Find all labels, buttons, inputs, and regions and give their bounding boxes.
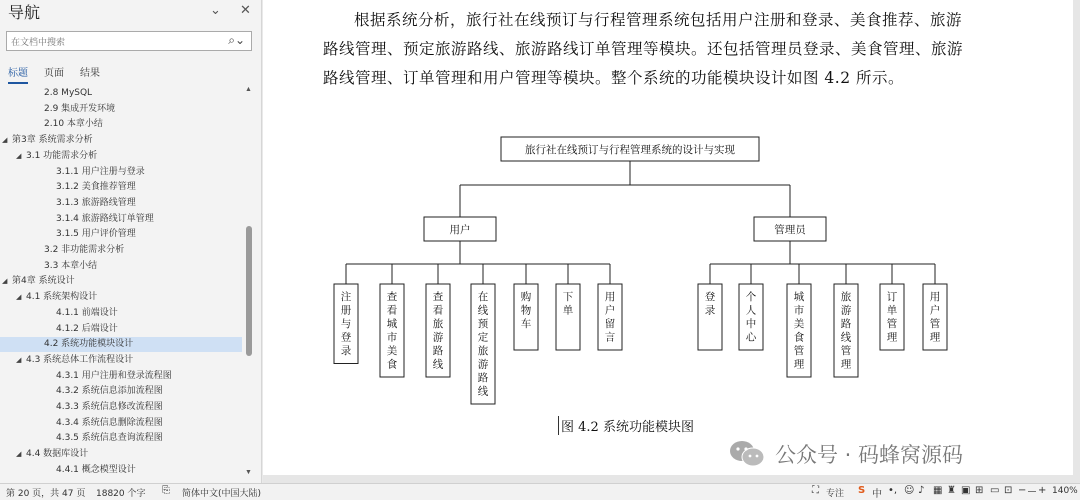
zoom-level[interactable]: 140% xyxy=(1052,486,1078,496)
search-input[interactable] xyxy=(7,34,217,52)
emoji-icon[interactable]: ☺ xyxy=(904,485,915,496)
module-label: 订单管理 xyxy=(886,291,898,344)
nav-heading-label: 4.3 系统总体工作流程设计 xyxy=(26,354,134,365)
root-label: 旅行社在线预订与行程管理系统的设计与实现 xyxy=(525,144,735,156)
status-bar xyxy=(0,483,1080,500)
module-label: 查看城市美食 xyxy=(386,291,398,371)
zoom-slider[interactable] xyxy=(1028,491,1036,492)
nav-heading-item[interactable] xyxy=(0,133,242,148)
module-label: 下单 xyxy=(562,291,574,317)
tab-pages[interactable]: 页面 xyxy=(44,68,64,79)
microphone-icon[interactable]: ♪ xyxy=(918,485,925,496)
search-icon[interactable]: ⌕⌄ xyxy=(228,33,245,47)
nav-heading-item[interactable] xyxy=(0,117,242,132)
group-label: 用户 xyxy=(449,224,471,236)
module-label: 用户管理 xyxy=(929,291,941,344)
nav-heading-label: 4.4.1 概念模型设计 xyxy=(56,464,136,475)
nav-heading-label: 4.1.1 前端设计 xyxy=(56,307,118,318)
grid-icon[interactable]: ⊞ xyxy=(975,485,984,496)
nav-heading-label: 3.1.2 美食推荐管理 xyxy=(56,182,136,193)
module-label: 用户留言 xyxy=(604,291,616,344)
nav-heading-label: 3.1.3 旅游路线管理 xyxy=(56,197,136,208)
nav-heading-label: 第4章 系统设计 xyxy=(12,276,75,287)
body-paragraph: 根据系统分析，旅行社在线预订与行程管理系统包括用户注册和登录、美食推荐、旅游路线管理、预定旅游路线、旅游路线订单管理等模块。还包括管理员登录、美食管理、旅游路线管理、订单管理和用户管理等模块。整个系统的功能模块设计如图 4.2 所示。 xyxy=(323,11,964,87)
sogou-ime-icon[interactable]: S xyxy=(858,485,866,496)
nav-heading-item[interactable] xyxy=(0,102,242,117)
module-label: 在线预定旅游路线 xyxy=(477,291,489,398)
ime-chinese-icon[interactable]: 中 xyxy=(872,489,882,500)
nav-heading-label: 3.1 功能需求分析 xyxy=(26,150,98,161)
zoom-in-icon[interactable]: + xyxy=(1038,485,1047,496)
nav-heading-item[interactable] xyxy=(0,180,242,195)
wechat-logo-icon xyxy=(727,438,767,470)
scroll-up-icon[interactable]: ▲ xyxy=(245,86,252,93)
word-count[interactable]: 18820 个字 xyxy=(96,489,146,499)
web-layout-icon[interactable]: ▭ xyxy=(990,485,1000,496)
nav-heading-item[interactable] xyxy=(0,259,242,274)
nav-heading-label: 第3章 系统需求分析 xyxy=(12,135,93,146)
nav-scrollbar[interactable] xyxy=(244,86,254,476)
nav-search-box[interactable] xyxy=(6,31,252,51)
navigation-pane xyxy=(0,0,262,483)
nav-heading-item[interactable] xyxy=(0,212,242,227)
nav-heading-label: 4.4 数据库设计 xyxy=(26,449,89,460)
nav-heading-item[interactable] xyxy=(0,353,242,368)
module-label: 旅游路线管理 xyxy=(840,291,852,371)
nav-heading-item[interactable] xyxy=(0,274,242,289)
nav-heading-item[interactable] xyxy=(0,337,242,352)
nav-heading-item[interactable] xyxy=(0,149,242,164)
figure-caption: 图 4.2 系统功能模块图 xyxy=(558,416,694,435)
close-icon[interactable]: ✕ xyxy=(240,2,251,17)
nav-heading-label: 4.3.4 系统信息删除流程图 xyxy=(56,417,163,428)
nav-heading-label: 4.2 系统功能模块设计 xyxy=(44,339,134,350)
nav-heading-item[interactable] xyxy=(0,306,242,321)
scroll-down-icon[interactable]: ▼ xyxy=(245,469,252,476)
nav-heading-label: 3.3 本章小结 xyxy=(44,260,98,271)
module-label: 个人中心 xyxy=(745,291,757,344)
nav-heading-label: 3.1.1 用户注册与登录 xyxy=(56,166,145,177)
focus-icon[interactable]: ⛶ xyxy=(812,485,819,496)
watermark-text: 公众号 · 码蜂窝源码 xyxy=(775,443,964,467)
nav-heading-item[interactable] xyxy=(0,369,242,384)
nav-heading-label: 3.1.4 旅游路线订单管理 xyxy=(56,213,154,224)
nav-heading-item[interactable] xyxy=(0,243,242,258)
module-label: 登录 xyxy=(704,291,716,317)
punctuation-icon[interactable]: •, xyxy=(888,485,898,496)
scroll-thumb[interactable] xyxy=(246,226,252,356)
group-label: 管理员 xyxy=(774,224,806,236)
chevron-down-icon[interactable]: ⌄ xyxy=(210,2,221,17)
nav-heading-item[interactable] xyxy=(0,290,242,305)
nav-heading-item[interactable] xyxy=(0,400,242,415)
nav-heading-label: 4.3.5 系统信息查询流程图 xyxy=(56,433,163,444)
module-label: 注册与登录 xyxy=(340,291,352,357)
collapse-triangle-icon[interactable]: ◢ xyxy=(16,450,22,459)
nav-heading-item[interactable] xyxy=(0,322,242,337)
nav-heading-list xyxy=(0,86,244,476)
nav-heading-label: 4.1 系统架构设计 xyxy=(26,292,98,303)
page-count[interactable]: 第 20 页，共 47 页 xyxy=(6,489,86,499)
nav-heading-item[interactable] xyxy=(0,416,242,431)
watermark xyxy=(727,438,963,470)
nav-heading-item[interactable] xyxy=(0,86,242,101)
module-label: 查看旅游路线 xyxy=(432,291,444,371)
tab-results[interactable]: 结果 xyxy=(80,68,100,79)
nav-heading-label: 4.3.1 用户注册和登录流程图 xyxy=(56,370,172,381)
nav-heading-label: 3.1.5 用户评价管理 xyxy=(56,229,136,240)
proofing-icon[interactable]: ⎘ xyxy=(162,485,170,496)
nav-heading-item[interactable] xyxy=(0,447,242,462)
nav-tabs xyxy=(8,64,100,84)
read-mode-icon[interactable]: ⊡ xyxy=(1004,485,1013,496)
nav-heading-label: 4.1.2 后端设计 xyxy=(56,323,118,334)
function-module-diagram xyxy=(263,0,1073,410)
collapse-triangle-icon[interactable]: ◢ xyxy=(2,277,8,286)
document-area xyxy=(263,0,1080,483)
collapse-triangle-icon[interactable]: ◢ xyxy=(2,136,8,145)
nav-heading-item[interactable] xyxy=(0,196,242,211)
nav-heading-item[interactable] xyxy=(0,463,242,476)
nav-heading-label: 3.2 非功能需求分析 xyxy=(44,245,125,255)
nav-heading-item[interactable] xyxy=(0,431,242,446)
nav-heading-label: 2.10 本章小结 xyxy=(44,119,103,130)
module-label: 城市美食管理 xyxy=(793,291,805,371)
toolbox-icon[interactable]: ▣ xyxy=(961,485,971,496)
zoom-out-icon[interactable]: − xyxy=(1018,485,1027,496)
collapse-triangle-icon[interactable]: ◢ xyxy=(16,355,22,364)
nav-heading-item[interactable] xyxy=(0,227,242,242)
nav-heading-item[interactable] xyxy=(0,165,242,180)
nav-heading-label: 4.3.2 系统信息添加流程图 xyxy=(56,386,163,397)
module-label: 购物车 xyxy=(520,291,532,330)
nav-heading-item[interactable] xyxy=(0,384,242,399)
clothes-icon[interactable]: ♜ xyxy=(947,485,956,496)
nav-title: 导航 xyxy=(8,3,41,22)
collapse-triangle-icon[interactable]: ◢ xyxy=(16,293,22,302)
document-page xyxy=(263,0,1073,475)
nav-heading-label: 2.8 MySQL xyxy=(44,88,93,98)
focus-mode-button[interactable]: 专注 xyxy=(826,489,845,499)
collapse-triangle-icon[interactable]: ◢ xyxy=(16,151,22,160)
nav-heading-label: 4.3.3 系统信息修改流程图 xyxy=(56,402,163,412)
nav-heading-label: 2.9 集成开发环境 xyxy=(44,103,116,114)
language-indicator[interactable]: 简体中文(中国大陆) xyxy=(182,489,262,499)
keyboard-icon[interactable]: ▦ xyxy=(933,485,943,496)
tab-headings[interactable]: 标题 xyxy=(8,64,28,84)
